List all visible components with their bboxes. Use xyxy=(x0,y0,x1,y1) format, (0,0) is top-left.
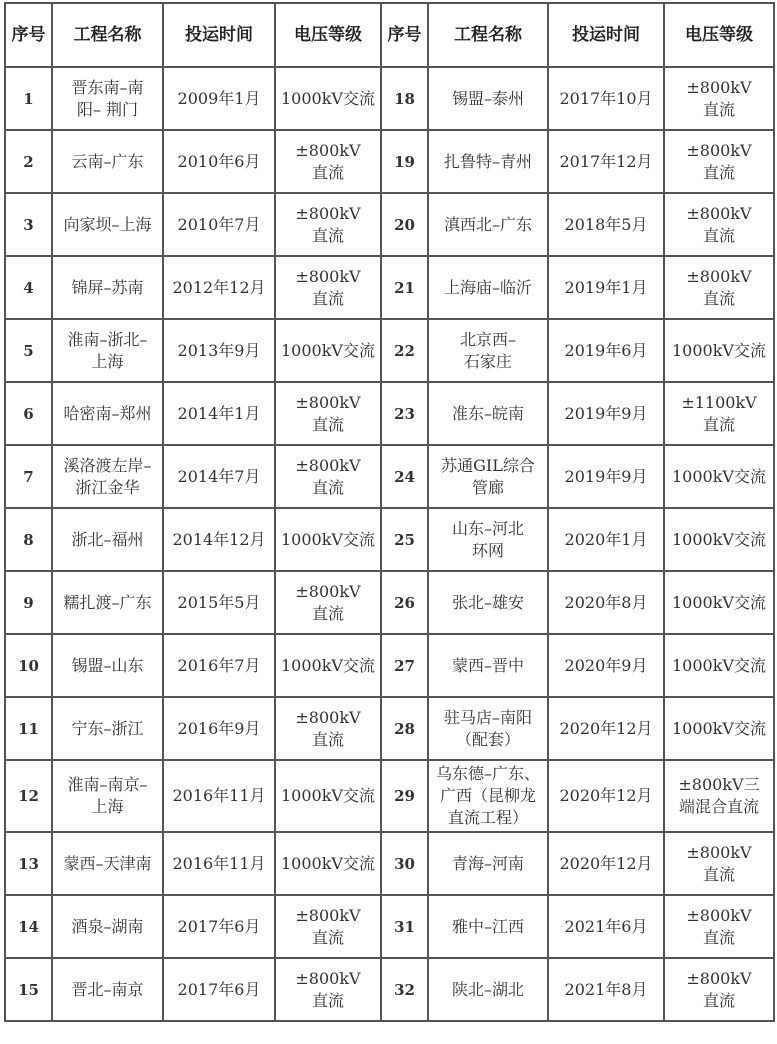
header-index: 序号 xyxy=(381,3,428,67)
voltage-level-cell: 1000kV交流 xyxy=(275,319,381,382)
index-cell: 26 xyxy=(381,571,428,634)
project-name-cell: 云南–广东 xyxy=(52,130,163,193)
commission-date-cell: 2015年5月 xyxy=(163,571,275,634)
header-commission-date: 投运时间 xyxy=(163,3,275,67)
voltage-level-cell: ±800kV 直流 xyxy=(275,895,381,958)
voltage-level-cell: ±800kV 直流 xyxy=(275,130,381,193)
project-name-cell: 晋北–南京 xyxy=(52,958,163,1021)
voltage-level-cell: ±800kV 直流 xyxy=(275,382,381,445)
project-name-cell: 山东–河北 环网 xyxy=(428,508,548,571)
voltage-level-cell: 1000kV交流 xyxy=(275,508,381,571)
commission-date-cell: 2010年6月 xyxy=(163,130,275,193)
index-cell: 8 xyxy=(5,508,52,571)
commission-date-cell: 2019年1月 xyxy=(548,256,664,319)
commission-date-cell: 2020年12月 xyxy=(548,760,664,832)
voltage-level-cell: 1000kV交流 xyxy=(664,445,774,508)
index-cell: 2 xyxy=(5,130,52,193)
commission-date-cell: 2019年9月 xyxy=(548,445,664,508)
table-row xyxy=(5,832,774,895)
voltage-level-cell: ±800kV 直流 xyxy=(664,193,774,256)
project-name-cell: 晋东南–南 阳– 荆门 xyxy=(52,67,163,130)
voltage-level-cell: 1000kV交流 xyxy=(275,634,381,697)
project-name-cell: 青海–河南 xyxy=(428,832,548,895)
project-name-cell: 雅中–江西 xyxy=(428,895,548,958)
project-name-cell: 淮南–浙北– 上海 xyxy=(52,319,163,382)
table-row xyxy=(5,67,774,130)
index-cell: 5 xyxy=(5,319,52,382)
index-cell: 15 xyxy=(5,958,52,1021)
commission-date-cell: 2017年12月 xyxy=(548,130,664,193)
commission-date-cell: 2014年7月 xyxy=(163,445,275,508)
table-row xyxy=(5,130,774,193)
commission-date-cell: 2019年6月 xyxy=(548,319,664,382)
commission-date-cell: 2020年8月 xyxy=(548,571,664,634)
project-name-cell: 扎鲁特–青州 xyxy=(428,130,548,193)
voltage-level-cell: ±800kV 直流 xyxy=(664,895,774,958)
project-name-cell: 驻马店–南阳 （配套） xyxy=(428,697,548,760)
commission-date-cell: 2019年9月 xyxy=(548,382,664,445)
project-name-cell: 锦屏–苏南 xyxy=(52,256,163,319)
table-row xyxy=(5,256,774,319)
index-cell: 3 xyxy=(5,193,52,256)
index-cell: 19 xyxy=(381,130,428,193)
commission-date-cell: 2016年11月 xyxy=(163,832,275,895)
index-cell: 20 xyxy=(381,193,428,256)
commission-date-cell: 2016年7月 xyxy=(163,634,275,697)
index-cell: 32 xyxy=(381,958,428,1021)
project-name-cell: 糯扎渡–广东 xyxy=(52,571,163,634)
voltage-level-cell: ±800kV 直流 xyxy=(275,571,381,634)
table-row xyxy=(5,571,774,634)
commission-date-cell: 2020年9月 xyxy=(548,634,664,697)
voltage-level-cell: 1000kV交流 xyxy=(275,832,381,895)
project-name-cell: 准东–皖南 xyxy=(428,382,548,445)
project-name-cell: 宁东–浙江 xyxy=(52,697,163,760)
index-cell: 29 xyxy=(381,760,428,832)
commission-date-cell: 2013年9月 xyxy=(163,319,275,382)
index-cell: 10 xyxy=(5,634,52,697)
table-row xyxy=(5,697,774,760)
voltage-level-cell: ±1100kV 直流 xyxy=(664,382,774,445)
header-index: 序号 xyxy=(5,3,52,67)
commission-date-cell: 2012年12月 xyxy=(163,256,275,319)
index-cell: 1 xyxy=(5,67,52,130)
project-name-cell: 向家坝–上海 xyxy=(52,193,163,256)
project-name-cell: 蒙西–天津南 xyxy=(52,832,163,895)
index-cell: 4 xyxy=(5,256,52,319)
voltage-level-cell: 1000kV交流 xyxy=(275,67,381,130)
voltage-level-cell: 1000kV交流 xyxy=(664,634,774,697)
voltage-level-cell: ±800kV 直流 xyxy=(664,958,774,1021)
commission-date-cell: 2017年10月 xyxy=(548,67,664,130)
voltage-level-cell: 1000kV交流 xyxy=(664,319,774,382)
commission-date-cell: 2014年1月 xyxy=(163,382,275,445)
commission-date-cell: 2010年7月 xyxy=(163,193,275,256)
project-name-cell: 蒙西–晋中 xyxy=(428,634,548,697)
uhv-projects-table xyxy=(4,2,775,1022)
voltage-level-cell: 1000kV交流 xyxy=(664,508,774,571)
index-cell: 23 xyxy=(381,382,428,445)
commission-date-cell: 2020年12月 xyxy=(548,832,664,895)
project-name-cell: 张北–雄安 xyxy=(428,571,548,634)
index-cell: 22 xyxy=(381,319,428,382)
project-name-cell: 锡盟–泰州 xyxy=(428,67,548,130)
project-name-cell: 滇西北–广东 xyxy=(428,193,548,256)
index-cell: 7 xyxy=(5,445,52,508)
voltage-level-cell: ±800kV 直流 xyxy=(664,832,774,895)
index-cell: 27 xyxy=(381,634,428,697)
voltage-level-cell: 1000kV交流 xyxy=(664,697,774,760)
table-row xyxy=(5,382,774,445)
table-row xyxy=(5,319,774,382)
index-cell: 28 xyxy=(381,697,428,760)
index-cell: 12 xyxy=(5,760,52,832)
project-name-cell: 上海庙–临沂 xyxy=(428,256,548,319)
table-row xyxy=(5,895,774,958)
table-row xyxy=(5,634,774,697)
commission-date-cell: 2018年5月 xyxy=(548,193,664,256)
commission-date-cell: 2020年1月 xyxy=(548,508,664,571)
commission-date-cell: 2009年1月 xyxy=(163,67,275,130)
header-row xyxy=(5,3,774,67)
voltage-level-cell: ±800kV三 端混合直流 xyxy=(664,760,774,832)
commission-date-cell: 2014年12月 xyxy=(163,508,275,571)
voltage-level-cell: ±800kV 直流 xyxy=(275,697,381,760)
index-cell: 11 xyxy=(5,697,52,760)
table-row xyxy=(5,958,774,1021)
header-project-name: 工程名称 xyxy=(52,3,163,67)
voltage-level-cell: ±800kV 直流 xyxy=(275,256,381,319)
project-name-cell: 北京西– 石家庄 xyxy=(428,319,548,382)
voltage-level-cell: ±800kV 直流 xyxy=(275,958,381,1021)
voltage-level-cell: ±800kV 直流 xyxy=(275,445,381,508)
table-row xyxy=(5,760,774,832)
index-cell: 30 xyxy=(381,832,428,895)
table-row xyxy=(5,508,774,571)
project-name-cell: 溪洛渡左岸– 浙江金华 xyxy=(52,445,163,508)
voltage-level-cell: 1000kV交流 xyxy=(275,760,381,832)
index-cell: 13 xyxy=(5,832,52,895)
voltage-level-cell: ±800kV 直流 xyxy=(664,67,774,130)
voltage-level-cell: ±800kV 直流 xyxy=(275,193,381,256)
index-cell: 31 xyxy=(381,895,428,958)
index-cell: 14 xyxy=(5,895,52,958)
voltage-level-cell: ±800kV 直流 xyxy=(664,256,774,319)
index-cell: 24 xyxy=(381,445,428,508)
index-cell: 21 xyxy=(381,256,428,319)
project-name-cell: 哈密南–郑州 xyxy=(52,382,163,445)
commission-date-cell: 2017年6月 xyxy=(163,895,275,958)
project-name-cell: 浙北–福州 xyxy=(52,508,163,571)
project-name-cell: 苏通GIL综合 管廊 xyxy=(428,445,548,508)
header-voltage-level: 电压等级 xyxy=(275,3,381,67)
header-voltage-level: 电压等级 xyxy=(664,3,774,67)
commission-date-cell: 2020年12月 xyxy=(548,697,664,760)
commission-date-cell: 2021年6月 xyxy=(548,895,664,958)
commission-date-cell: 2016年11月 xyxy=(163,760,275,832)
voltage-level-cell: ±800kV 直流 xyxy=(664,130,774,193)
index-cell: 6 xyxy=(5,382,52,445)
voltage-level-cell: 1000kV交流 xyxy=(664,571,774,634)
table-row xyxy=(5,193,774,256)
index-cell: 25 xyxy=(381,508,428,571)
index-cell: 9 xyxy=(5,571,52,634)
commission-date-cell: 2017年6月 xyxy=(163,958,275,1021)
project-name-cell: 淮南–南京– 上海 xyxy=(52,760,163,832)
project-name-cell: 酒泉–湖南 xyxy=(52,895,163,958)
commission-date-cell: 2016年9月 xyxy=(163,697,275,760)
commission-date-cell: 2021年8月 xyxy=(548,958,664,1021)
project-name-cell: 陕北–湖北 xyxy=(428,958,548,1021)
header-commission-date: 投运时间 xyxy=(548,3,664,67)
project-name-cell: 锡盟–山东 xyxy=(52,634,163,697)
project-name-cell: 乌东德–广东、 广西（昆柳龙 直流工程） xyxy=(428,760,548,832)
index-cell: 18 xyxy=(381,67,428,130)
header-project-name: 工程名称 xyxy=(428,3,548,67)
table-row xyxy=(5,445,774,508)
